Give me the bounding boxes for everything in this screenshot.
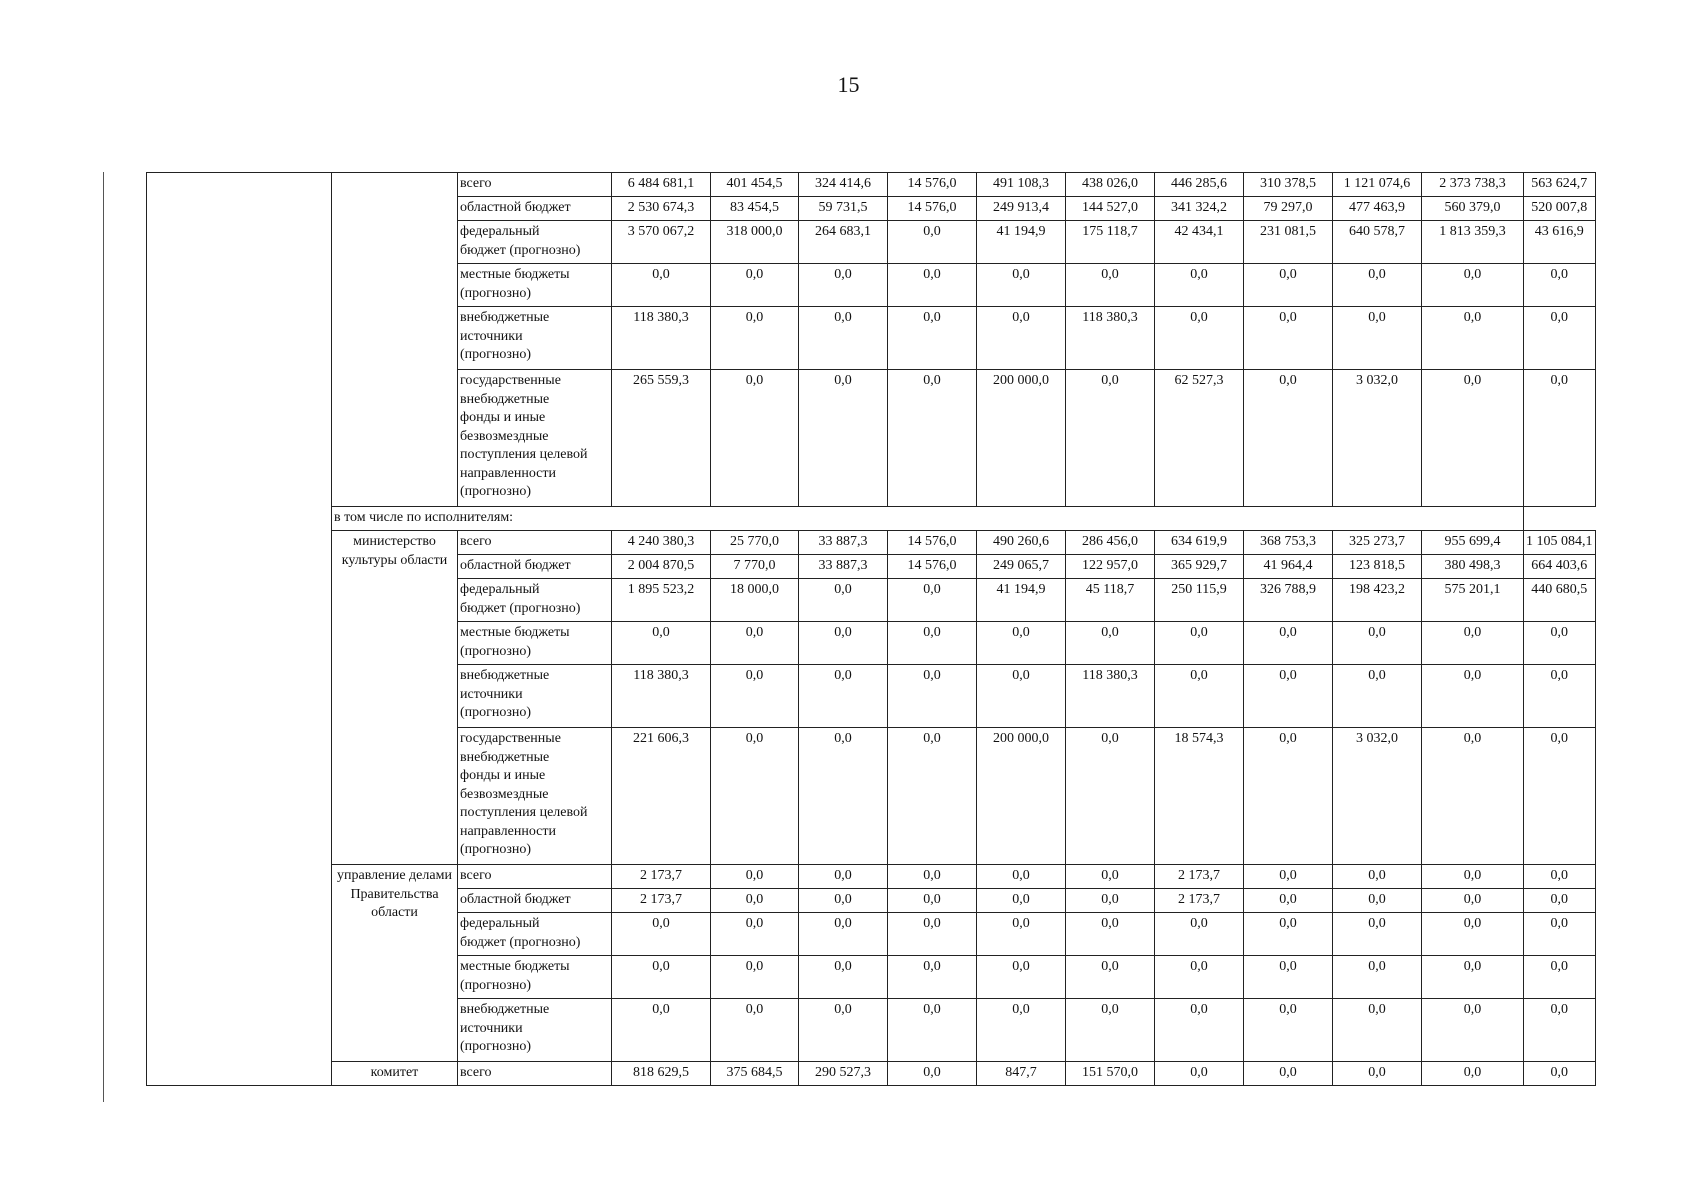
amount-cell: 0,0 [799,728,888,865]
amount-cell: 175 118,7 [1066,221,1155,264]
amount-cell: 3 570 067,2 [612,221,711,264]
amount-cell: 14 576,0 [888,173,977,197]
amount-cell: 0,0 [711,999,799,1062]
amount-cell: 0,0 [1244,622,1333,665]
amount-cell: 0,0 [1422,370,1524,507]
amount-cell: 0,0 [1422,665,1524,728]
amount-cell: 118 380,3 [1066,307,1155,370]
page-number: 15 [837,72,860,97]
amount-cell: 326 788,9 [1244,579,1333,622]
amount-cell: 0,0 [711,264,799,307]
amount-cell: 0,0 [1244,889,1333,913]
amount-cell: 1 813 359,3 [1422,221,1524,264]
amount-cell: 0,0 [1422,728,1524,865]
amount-cell: 83 454,5 [711,197,799,221]
amount-cell: 0,0 [977,865,1066,889]
amount-cell: 79 297,0 [1244,197,1333,221]
amount-cell: 0,0 [888,913,977,956]
amount-cell: 0,0 [1333,307,1422,370]
funding-source-cell: внебюджетные источники (прогнозно) [458,999,612,1062]
amount-cell: 0,0 [1244,865,1333,889]
amount-cell: 325 273,7 [1333,531,1422,555]
amount-cell: 0,0 [1422,999,1524,1062]
funding-source-cell: всего [458,1062,612,1086]
amount-cell: 0,0 [1244,370,1333,507]
amount-cell: 4 240 380,3 [612,531,711,555]
amount-cell: 0,0 [1155,956,1244,999]
amount-cell: 0,0 [1066,865,1155,889]
amount-cell: 0,0 [711,956,799,999]
table-row [147,1062,1596,1086]
amount-cell: 634 619,9 [1155,531,1244,555]
amount-cell: 0,0 [888,728,977,865]
amount-cell: 0,0 [612,999,711,1062]
amount-cell: 0,0 [711,370,799,507]
amount-cell: 955 699,4 [1422,531,1524,555]
amount-cell: 341 324,2 [1155,197,1244,221]
amount-cell: 59 731,5 [799,197,888,221]
subheader-cell: в том числе по исполнителям: [332,507,1524,531]
amount-cell: 0,0 [1066,264,1155,307]
amount-cell: 0,0 [1524,913,1596,956]
amount-cell: 249 913,4 [977,197,1066,221]
amount-cell: 0,0 [799,370,888,507]
amount-cell: 2 373 738,3 [1422,173,1524,197]
amount-cell: 0,0 [1333,865,1422,889]
amount-cell: 0,0 [1244,999,1333,1062]
funding-source-cell: всего [458,865,612,889]
amount-cell: 0,0 [1155,665,1244,728]
amount-cell: 0,0 [977,307,1066,370]
amount-cell: 0,0 [799,999,888,1062]
amount-cell: 0,0 [1524,264,1596,307]
amount-cell: 7 770,0 [711,555,799,579]
amount-cell: 0,0 [799,307,888,370]
amount-cell: 0,0 [711,865,799,889]
amount-cell: 0,0 [612,622,711,665]
amount-cell: 491 108,3 [977,173,1066,197]
amount-cell: 2 173,7 [612,889,711,913]
amount-cell: 0,0 [711,307,799,370]
amount-cell: 438 026,0 [1066,173,1155,197]
amount-cell: 664 403,6 [1524,555,1596,579]
amount-cell: 0,0 [1333,999,1422,1062]
amount-cell: 0,0 [1244,264,1333,307]
funding-source-cell: федеральный бюджет (прогнозно) [458,913,612,956]
funding-source-cell: внебюджетные источники (прогнозно) [458,665,612,728]
amount-cell: 3 032,0 [1333,728,1422,865]
amount-cell: 0,0 [711,622,799,665]
funding-source-cell: всего [458,531,612,555]
amount-cell: 0,0 [888,956,977,999]
amount-cell: 41 964,4 [1244,555,1333,579]
amount-cell: 14 576,0 [888,197,977,221]
amount-cell: 0,0 [711,889,799,913]
amount-cell: 640 578,7 [1333,221,1422,264]
amount-cell: 249 065,7 [977,555,1066,579]
amount-cell: 200 000,0 [977,728,1066,865]
amount-cell: 0,0 [1422,865,1524,889]
amount-cell: 0,0 [977,622,1066,665]
amount-cell: 318 000,0 [711,221,799,264]
amount-cell: 2 173,7 [1155,865,1244,889]
amount-cell: 0,0 [1333,956,1422,999]
amount-cell: 0,0 [888,221,977,264]
amount-cell: 45 118,7 [1066,579,1155,622]
amount-cell: 0,0 [888,999,977,1062]
amount-cell: 0,0 [1524,307,1596,370]
amount-cell: 0,0 [1155,264,1244,307]
amount-cell: 0,0 [1524,728,1596,865]
amount-cell: 0,0 [888,579,977,622]
amount-cell: 286 456,0 [1066,531,1155,555]
amount-cell: 2 530 674,3 [612,197,711,221]
amount-cell: 0,0 [1066,913,1155,956]
amount-cell: 0,0 [1422,1062,1524,1086]
amount-cell: 0,0 [1422,956,1524,999]
amount-cell: 144 527,0 [1066,197,1155,221]
amount-cell: 0,0 [711,665,799,728]
amount-cell: 0,0 [1333,264,1422,307]
funding-source-cell: государственные внебюджетные фонды и иные безвозмездные поступления целевой направленности (прогнозно) [458,728,612,865]
amount-cell: 0,0 [1524,889,1596,913]
amount-cell: 0,0 [799,579,888,622]
amount-cell: 0,0 [711,913,799,956]
funding-source-cell: всего [458,173,612,197]
executor-cell: комитет [332,1062,458,1086]
amount-cell: 25 770,0 [711,531,799,555]
amount-cell: 0,0 [1524,1062,1596,1086]
amount-cell: 33 887,3 [799,531,888,555]
amount-cell: 0,0 [1422,622,1524,665]
executor-cell: управление делами Правительства области [332,865,458,1062]
amount-cell: 0,0 [1524,956,1596,999]
amount-cell: 2 173,7 [612,865,711,889]
funding-source-cell: государственные внебюджетные фонды и иные безвозмездные поступления целевой направленности (прогнозно) [458,370,612,507]
funding-source-cell: областной бюджет [458,889,612,913]
amount-cell: 563 624,7 [1524,173,1596,197]
amount-cell: 2 173,7 [1155,889,1244,913]
amount-cell: 0,0 [1422,913,1524,956]
amount-cell: 0,0 [888,889,977,913]
amount-cell: 0,0 [799,956,888,999]
amount-cell: 0,0 [1244,1062,1333,1086]
amount-cell: 33 887,3 [799,555,888,579]
amount-cell: 1 105 084,1 [1524,531,1596,555]
amount-cell: 200 000,0 [977,370,1066,507]
amount-cell: 0,0 [888,1062,977,1086]
funding-source-cell: местные бюджеты (прогнозно) [458,622,612,665]
amount-cell: 43 616,9 [1524,221,1596,264]
amount-cell: 118 380,3 [1066,665,1155,728]
amount-cell: 231 081,5 [1244,221,1333,264]
amount-cell: 446 285,6 [1155,173,1244,197]
amount-cell: 0,0 [1333,622,1422,665]
amount-cell: 0,0 [888,264,977,307]
amount-cell: 151 570,0 [1066,1062,1155,1086]
amount-cell: 365 929,7 [1155,555,1244,579]
amount-cell: 122 957,0 [1066,555,1155,579]
executor-cell: министерство культуры области [332,531,458,865]
amount-cell: 265 559,3 [612,370,711,507]
amount-cell: 0,0 [1066,889,1155,913]
amount-cell: 0,0 [1244,956,1333,999]
amount-cell: 0,0 [1422,307,1524,370]
table-row [147,173,1596,197]
amount-cell: 0,0 [1244,728,1333,865]
amount-cell: 1 121 074,6 [1333,173,1422,197]
amount-cell: 0,0 [1155,622,1244,665]
funding-source-cell: местные бюджеты (прогнозно) [458,956,612,999]
amount-cell: 118 380,3 [612,307,711,370]
amount-cell: 0,0 [1066,622,1155,665]
amount-cell: 0,0 [799,865,888,889]
amount-cell: 490 260,6 [977,531,1066,555]
amount-cell: 847,7 [977,1062,1066,1086]
amount-cell: 0,0 [1244,913,1333,956]
amount-cell: 0,0 [1066,999,1155,1062]
amount-cell: 477 463,9 [1333,197,1422,221]
amount-cell: 0,0 [799,889,888,913]
amount-cell: 41 194,9 [977,579,1066,622]
amount-cell: 0,0 [888,370,977,507]
amount-cell: 440 680,5 [1524,579,1596,622]
amount-cell: 0,0 [888,865,977,889]
amount-cell: 0,0 [1524,999,1596,1062]
amount-cell: 118 380,3 [612,665,711,728]
amount-cell: 14 576,0 [888,531,977,555]
amount-cell: 1 895 523,2 [612,579,711,622]
amount-cell: 198 423,2 [1333,579,1422,622]
amount-cell: 0,0 [1244,307,1333,370]
amount-cell: 0,0 [799,264,888,307]
amount-cell: 0,0 [1524,865,1596,889]
funding-source-cell: федеральный бюджет (прогнозно) [458,579,612,622]
amount-cell: 520 007,8 [1524,197,1596,221]
amount-cell: 560 379,0 [1422,197,1524,221]
amount-cell: 6 484 681,1 [612,173,711,197]
amount-cell: 0,0 [1524,622,1596,665]
amount-cell: 2 004 870,5 [612,555,711,579]
amount-cell: 0,0 [1155,999,1244,1062]
amount-cell: 0,0 [799,913,888,956]
amount-cell: 0,0 [977,889,1066,913]
budget-table [146,172,1596,1086]
amount-cell: 0,0 [799,622,888,665]
amount-cell: 41 194,9 [977,221,1066,264]
amount-cell: 0,0 [1524,370,1596,507]
amount-cell: 290 527,3 [799,1062,888,1086]
funding-source-cell: областной бюджет [458,555,612,579]
amount-cell: 42 434,1 [1155,221,1244,264]
amount-cell: 324 414,6 [799,173,888,197]
amount-cell: 250 115,9 [1155,579,1244,622]
amount-cell: 0,0 [1066,370,1155,507]
amount-cell: 221 606,3 [612,728,711,865]
amount-cell: 375 684,5 [711,1062,799,1086]
table-row [147,865,1596,889]
amount-cell: 0,0 [711,728,799,865]
amount-cell: 18 574,3 [1155,728,1244,865]
amount-cell: 0,0 [1333,913,1422,956]
table-row [147,531,1596,555]
amount-cell: 0,0 [612,913,711,956]
amount-cell: 0,0 [1244,665,1333,728]
amount-cell: 0,0 [1422,264,1524,307]
amount-cell: 0,0 [888,622,977,665]
funding-source-cell: федеральный бюджет (прогнозно) [458,221,612,264]
funding-source-cell: местные бюджеты (прогнозно) [458,264,612,307]
amount-cell: 0,0 [977,665,1066,728]
program-name-cell [147,173,332,1086]
amount-cell: 18 000,0 [711,579,799,622]
amount-cell: 401 454,5 [711,173,799,197]
amount-cell: 0,0 [612,264,711,307]
amount-cell: 0,0 [1524,665,1596,728]
executor-cell [332,173,458,507]
amount-cell: 0,0 [1066,956,1155,999]
amount-cell: 0,0 [1155,913,1244,956]
amount-cell: 0,0 [977,999,1066,1062]
amount-cell: 368 753,3 [1244,531,1333,555]
amount-cell: 0,0 [799,665,888,728]
amount-cell: 3 032,0 [1333,370,1422,507]
amount-cell: 380 498,3 [1422,555,1524,579]
amount-cell: 0,0 [1155,307,1244,370]
amount-cell: 0,0 [1066,728,1155,865]
amount-cell: 14 576,0 [888,555,977,579]
amount-cell: 0,0 [888,665,977,728]
amount-cell: 123 818,5 [1333,555,1422,579]
amount-cell: 575 201,1 [1422,579,1524,622]
margin-line [103,172,104,1102]
amount-cell: 0,0 [977,264,1066,307]
amount-cell: 818 629,5 [612,1062,711,1086]
amount-cell: 0,0 [888,307,977,370]
funding-source-cell: внебюджетные источники (прогнозно) [458,307,612,370]
table-body [147,173,1596,1086]
amount-cell: 0,0 [1333,1062,1422,1086]
amount-cell: 0,0 [612,956,711,999]
subheader-row [147,507,1596,531]
funding-source-cell: областной бюджет [458,197,612,221]
amount-cell: 0,0 [1155,1062,1244,1086]
amount-cell: 0,0 [977,913,1066,956]
amount-cell: 0,0 [977,956,1066,999]
amount-cell: 0,0 [1333,889,1422,913]
amount-cell: 310 378,5 [1244,173,1333,197]
amount-cell: 0,0 [1422,889,1524,913]
amount-cell: 62 527,3 [1155,370,1244,507]
amount-cell: 264 683,1 [799,221,888,264]
amount-cell: 0,0 [1333,665,1422,728]
